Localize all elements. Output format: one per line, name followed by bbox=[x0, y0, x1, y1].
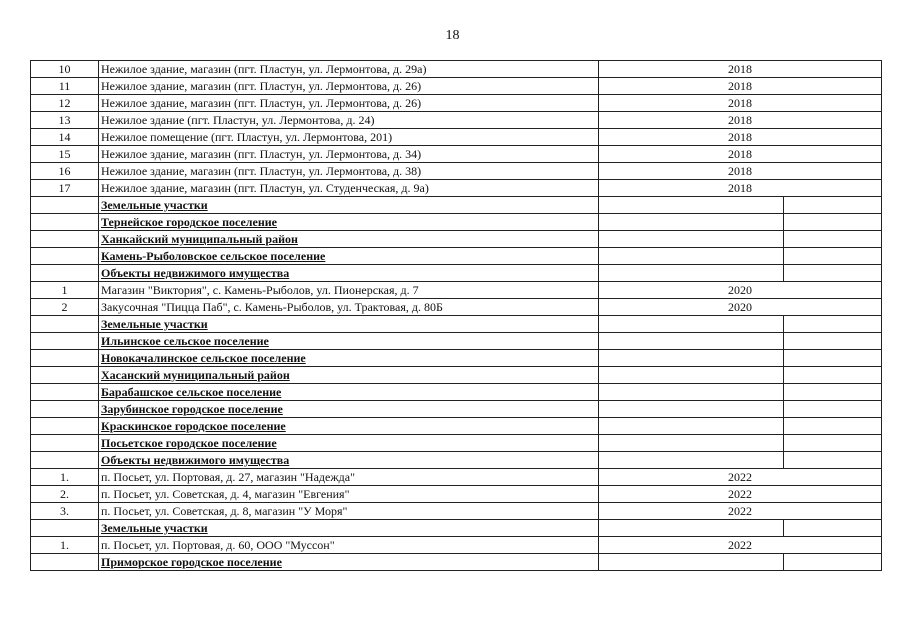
section-row bbox=[31, 265, 882, 282]
section-heading-text: Краскинское городское поселение bbox=[101, 419, 286, 433]
section-heading bbox=[99, 197, 599, 214]
object-name: п. Посьет, ул. Советская, д. 4, магазин "Евгения" bbox=[99, 486, 599, 503]
register-table bbox=[30, 60, 882, 571]
section-heading bbox=[99, 554, 599, 571]
row-number: 1. bbox=[31, 537, 99, 554]
row-number: 3. bbox=[31, 503, 99, 520]
section-row bbox=[31, 554, 882, 571]
row-number bbox=[31, 316, 99, 333]
row-number bbox=[31, 350, 99, 367]
section-heading bbox=[99, 248, 599, 265]
table-row bbox=[31, 95, 882, 112]
row-number: 1 bbox=[31, 282, 99, 299]
section-heading-text: Земельные участки bbox=[101, 521, 208, 535]
year-cell bbox=[599, 401, 784, 418]
empty-cell bbox=[784, 554, 882, 571]
page-number: 18 bbox=[445, 28, 460, 43]
year-cell bbox=[599, 435, 784, 452]
year-cell bbox=[599, 554, 784, 571]
year-cell: 2022 bbox=[599, 469, 882, 486]
year-cell bbox=[599, 452, 784, 469]
table-row bbox=[31, 146, 882, 163]
section-heading-text: Барабашское сельское поселение bbox=[101, 385, 282, 399]
section-row bbox=[31, 452, 882, 469]
empty-cell bbox=[784, 367, 882, 384]
year-cell bbox=[599, 384, 784, 401]
object-name: п. Посьет, ул. Портовая, д. 60, ООО "Муссон" bbox=[99, 537, 599, 554]
empty-cell bbox=[784, 350, 882, 367]
section-heading bbox=[99, 435, 599, 452]
row-number: 2. bbox=[31, 486, 99, 503]
year-cell bbox=[599, 367, 784, 384]
year-cell: 2018 bbox=[599, 78, 882, 95]
object-name: Нежилое здание, магазин (пгт. Пластун, ул. Лермонтова, д. 26) bbox=[99, 78, 599, 95]
row-number: 10 bbox=[31, 61, 99, 78]
row-number: 15 bbox=[31, 146, 99, 163]
section-heading bbox=[99, 418, 599, 435]
section-heading bbox=[99, 401, 599, 418]
section-row bbox=[31, 197, 882, 214]
section-row bbox=[31, 520, 882, 537]
empty-cell bbox=[784, 333, 882, 350]
year-cell bbox=[599, 265, 784, 282]
year-cell bbox=[599, 231, 784, 248]
table-row bbox=[31, 537, 882, 554]
year-cell: 2018 bbox=[599, 163, 882, 180]
year-cell: 2022 bbox=[599, 537, 882, 554]
section-heading bbox=[99, 265, 599, 282]
section-row bbox=[31, 435, 882, 452]
row-number: 11 bbox=[31, 78, 99, 95]
empty-cell bbox=[784, 418, 882, 435]
section-heading-text: Хасанский муниципальный район bbox=[101, 368, 290, 382]
row-number bbox=[31, 231, 99, 248]
object-name: Магазин "Виктория", с. Камень-Рыболов, ул. Пионерская, д. 7 bbox=[99, 282, 599, 299]
row-number bbox=[31, 333, 99, 350]
row-number: 1. bbox=[31, 469, 99, 486]
year-cell: 2020 bbox=[599, 282, 882, 299]
section-heading-text: Камень-Рыболовское сельское поселение bbox=[101, 249, 326, 263]
table-row bbox=[31, 180, 882, 197]
section-heading-text: Посьетское городское поселение bbox=[101, 436, 277, 450]
object-name: Нежилое здание, магазин (пгт. Пластун, ул. Лермонтова, д. 26) bbox=[99, 95, 599, 112]
table-row bbox=[31, 503, 882, 520]
table-body bbox=[31, 61, 882, 571]
table-row bbox=[31, 282, 882, 299]
row-number bbox=[31, 418, 99, 435]
section-heading bbox=[99, 333, 599, 350]
year-cell bbox=[599, 214, 784, 231]
row-number: 2 bbox=[31, 299, 99, 316]
section-row bbox=[31, 316, 882, 333]
year-cell bbox=[599, 520, 784, 537]
table-row bbox=[31, 78, 882, 95]
section-row bbox=[31, 418, 882, 435]
row-number bbox=[31, 520, 99, 537]
object-name: Нежилое здание, магазин (пгт. Пластун, ул. Лермонтова, д. 38) bbox=[99, 163, 599, 180]
year-cell bbox=[599, 248, 784, 265]
section-heading-text: Зарубинское городское поселение bbox=[101, 402, 283, 416]
section-heading bbox=[99, 452, 599, 469]
year-cell: 2018 bbox=[599, 95, 882, 112]
object-name: п. Посьет, ул. Советская, д. 8, магазин "У Моря" bbox=[99, 503, 599, 520]
row-number bbox=[31, 197, 99, 214]
empty-cell bbox=[784, 520, 882, 537]
row-number: 14 bbox=[31, 129, 99, 146]
object-name: Нежилое здание, магазин (пгт. Пластун, ул. Лермонтова, д. 34) bbox=[99, 146, 599, 163]
object-name: Нежилое здание (пгт. Пластун, ул. Лермонтова, д. 24) bbox=[99, 112, 599, 129]
table-row bbox=[31, 129, 882, 146]
section-row bbox=[31, 333, 882, 350]
year-cell: 2022 bbox=[599, 503, 882, 520]
empty-cell bbox=[784, 452, 882, 469]
empty-cell bbox=[784, 316, 882, 333]
section-heading-text: Объекты недвижимого имущества bbox=[101, 453, 290, 467]
empty-cell bbox=[784, 265, 882, 282]
table-row bbox=[31, 163, 882, 180]
section-row bbox=[31, 401, 882, 418]
section-heading bbox=[99, 316, 599, 333]
empty-cell bbox=[784, 214, 882, 231]
row-number bbox=[31, 265, 99, 282]
year-cell bbox=[599, 333, 784, 350]
row-number: 16 bbox=[31, 163, 99, 180]
object-name: п. Посьет, ул. Портовая, д. 27, магазин "Надежда" bbox=[99, 469, 599, 486]
table-row bbox=[31, 469, 882, 486]
year-cell: 2018 bbox=[599, 129, 882, 146]
row-number bbox=[31, 401, 99, 418]
section-row bbox=[31, 248, 882, 265]
row-number: 13 bbox=[31, 112, 99, 129]
year-cell: 2018 bbox=[599, 61, 882, 78]
empty-cell bbox=[784, 231, 882, 248]
table-row bbox=[31, 112, 882, 129]
section-heading bbox=[99, 231, 599, 248]
year-cell: 2018 bbox=[599, 112, 882, 129]
year-cell: 2022 bbox=[599, 486, 882, 503]
section-heading-text: Земельные участки bbox=[101, 317, 208, 331]
row-number bbox=[31, 435, 99, 452]
object-name: Нежилое здание, магазин (пгт. Пластун, ул. Студенческая, д. 9а) bbox=[99, 180, 599, 197]
table-row bbox=[31, 61, 882, 78]
table-row bbox=[31, 299, 882, 316]
row-number bbox=[31, 554, 99, 571]
empty-cell bbox=[784, 401, 882, 418]
section-heading-text: Ханкайский муниципальный район bbox=[101, 232, 298, 246]
section-heading-text: Ильинское сельское поселение bbox=[101, 334, 269, 348]
object-name: Нежилое здание, магазин (пгт. Пластун, ул. Лермонтова, д. 29а) bbox=[99, 61, 599, 78]
section-heading bbox=[99, 350, 599, 367]
section-row bbox=[31, 384, 882, 401]
row-number bbox=[31, 367, 99, 384]
year-cell: 2018 bbox=[599, 180, 882, 197]
row-number: 17 bbox=[31, 180, 99, 197]
table-row bbox=[31, 486, 882, 503]
empty-cell bbox=[784, 435, 882, 452]
section-heading bbox=[99, 367, 599, 384]
section-row bbox=[31, 214, 882, 231]
section-heading-text: Новокачалинское сельское поселение bbox=[101, 351, 306, 365]
row-number bbox=[31, 384, 99, 401]
object-name: Нежилое помещение (пгт. Пластун, ул. Лермонтова, 201) bbox=[99, 129, 599, 146]
year-cell bbox=[599, 316, 784, 333]
section-heading-text: Приморское городское поселение bbox=[101, 555, 282, 569]
row-number: 12 bbox=[31, 95, 99, 112]
section-heading bbox=[99, 214, 599, 231]
empty-cell bbox=[784, 248, 882, 265]
empty-cell bbox=[784, 197, 882, 214]
year-cell bbox=[599, 418, 784, 435]
row-number bbox=[31, 452, 99, 469]
year-cell bbox=[599, 350, 784, 367]
year-cell: 2020 bbox=[599, 299, 882, 316]
row-number bbox=[31, 248, 99, 265]
object-name: Закусочная "Пицца Паб", с. Камень-Рыболов, ул. Трактовая, д. 80Б bbox=[99, 299, 599, 316]
section-heading-text: Объекты недвижимого имущества bbox=[101, 266, 290, 280]
section-heading-text: Земельные участки bbox=[101, 198, 208, 212]
section-row bbox=[31, 231, 882, 248]
row-number bbox=[31, 214, 99, 231]
section-heading bbox=[99, 520, 599, 537]
section-row bbox=[31, 350, 882, 367]
section-heading-text: Тернейское городское поселение bbox=[101, 215, 277, 229]
year-cell: 2018 bbox=[599, 146, 882, 163]
section-heading bbox=[99, 384, 599, 401]
section-row bbox=[31, 367, 882, 384]
year-cell bbox=[599, 197, 784, 214]
empty-cell bbox=[784, 384, 882, 401]
